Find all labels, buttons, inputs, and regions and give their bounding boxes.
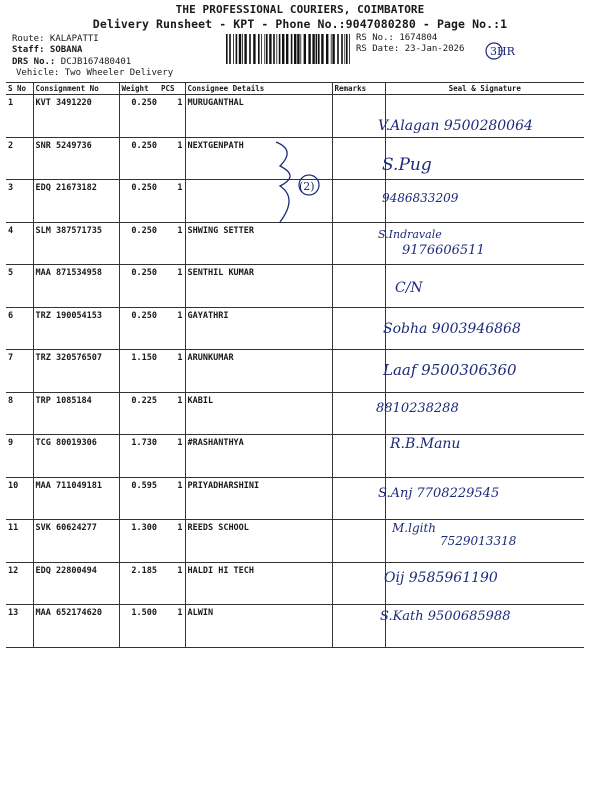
cell-remarks bbox=[332, 477, 385, 520]
cell-weight: 0.250 bbox=[119, 95, 159, 138]
barcode-bar bbox=[264, 34, 265, 64]
signature-row-8: 8810238288 bbox=[376, 401, 459, 416]
barcode-bar bbox=[249, 34, 251, 64]
cell-sno: 9 bbox=[6, 435, 33, 478]
signature-row-2: S.Pug bbox=[382, 155, 432, 175]
cell-consignment-no: TRZ 190054153 bbox=[33, 307, 119, 350]
cell-weight: 0.225 bbox=[119, 392, 159, 435]
table-row bbox=[6, 95, 584, 138]
barcode-bar bbox=[312, 34, 314, 64]
col-sno: S No bbox=[6, 83, 33, 95]
cell-weight: 0.250 bbox=[119, 222, 159, 265]
barcode-bar bbox=[344, 34, 345, 64]
cell-weight: 0.250 bbox=[119, 265, 159, 308]
barcode-bar bbox=[337, 34, 339, 64]
cell-weight: 1.300 bbox=[119, 520, 159, 563]
cell-weight: 1.150 bbox=[119, 350, 159, 393]
vehicle-label: Vehicle: Two Wheeler Delivery bbox=[16, 68, 174, 78]
barcode-bar bbox=[286, 34, 288, 64]
barcode-bar bbox=[331, 34, 332, 64]
handwritten-hours-text: 3HR bbox=[490, 45, 515, 58]
cell-remarks bbox=[332, 95, 385, 138]
cell-weight: 0.250 bbox=[119, 307, 159, 350]
table-row bbox=[6, 350, 584, 393]
barcode-bar bbox=[244, 34, 246, 64]
cell-weight: 0.250 bbox=[119, 137, 159, 180]
barcode-bar bbox=[308, 34, 310, 64]
cell-pcs: 1 bbox=[159, 477, 185, 520]
cell-consignment-no: KVT 3491220 bbox=[33, 95, 119, 138]
cell-pcs: 1 bbox=[159, 605, 185, 648]
barcode-bar bbox=[276, 34, 277, 64]
cell-consignee: MURUGANTHAL bbox=[185, 95, 332, 138]
cell-consignment-no: MAA 652174620 bbox=[33, 605, 119, 648]
cell-sno: 3 bbox=[6, 180, 33, 223]
signature-row-11-name: M.lgith bbox=[392, 521, 437, 535]
signature-row-4-phone: 9176606511 bbox=[402, 243, 485, 258]
barcode-bar bbox=[332, 34, 334, 64]
col-weight: Weight bbox=[119, 83, 159, 95]
barcode-bar bbox=[226, 34, 228, 64]
signature-row-10: S.Anj 7708229545 bbox=[378, 486, 500, 501]
cell-sno: 7 bbox=[6, 350, 33, 393]
rs-number: RS No.: 1674804 bbox=[356, 33, 438, 43]
table-row bbox=[6, 265, 584, 308]
cell-remarks bbox=[332, 265, 385, 308]
barcode-bar bbox=[291, 34, 293, 64]
table-row bbox=[6, 392, 584, 435]
barcode-bar bbox=[318, 34, 320, 64]
cell-pcs: 1 bbox=[159, 520, 185, 563]
signature-row-7: Laaf 9500306360 bbox=[383, 361, 517, 379]
cell-consignment-no: EDQ 21673182 bbox=[33, 180, 119, 223]
runsheet-table bbox=[6, 82, 584, 648]
table-row bbox=[6, 180, 584, 223]
cell-sno: 6 bbox=[6, 307, 33, 350]
cell-pcs: 1 bbox=[159, 392, 185, 435]
cell-consignment-no: SNR 5249736 bbox=[33, 137, 119, 180]
cell-sno: 1 bbox=[6, 95, 33, 138]
cell-consignment-no: TRZ 320576507 bbox=[33, 350, 119, 393]
cell-pcs: 1 bbox=[159, 180, 185, 223]
cell-consignment-no: EDQ 22800494 bbox=[33, 562, 119, 605]
barcode-bar bbox=[294, 34, 296, 64]
route-label: Route: KALAPATTI bbox=[12, 34, 99, 44]
cell-pcs: 1 bbox=[159, 350, 185, 393]
cell-seal-signature bbox=[385, 137, 584, 180]
cell-weight: 0.250 bbox=[119, 180, 159, 223]
col-consignment-no: Consignment No bbox=[33, 83, 119, 95]
cell-pcs: 1 bbox=[159, 265, 185, 308]
cell-consignee: SENTHIL KUMAR bbox=[185, 265, 332, 308]
drs-value: DCJB167480401 bbox=[60, 57, 132, 67]
barcode-bar bbox=[279, 34, 281, 64]
barcode-bar bbox=[346, 34, 348, 64]
cell-consignment-no: SLM 387571735 bbox=[33, 222, 119, 265]
staff-label: Staff: SOBANA bbox=[12, 45, 83, 55]
barcode-bar bbox=[273, 34, 275, 64]
cell-seal-signature bbox=[385, 477, 584, 520]
cell-seal-signature bbox=[385, 350, 584, 393]
cell-consignee: ARUNKUMAR bbox=[185, 350, 332, 393]
table-row bbox=[6, 137, 584, 180]
cell-seal-signature bbox=[385, 265, 584, 308]
cell-pcs: 1 bbox=[159, 562, 185, 605]
barcode-bar bbox=[269, 34, 271, 64]
cell-consignee: HALDI HI TECH bbox=[185, 562, 332, 605]
cell-remarks bbox=[332, 180, 385, 223]
cell-consignment-no: MAA 711049181 bbox=[33, 477, 119, 520]
cell-consignee: REEDS SCHOOL bbox=[185, 520, 332, 563]
barcode-bar bbox=[266, 34, 268, 64]
table-row bbox=[6, 222, 584, 265]
signature-row-5: C/N bbox=[395, 280, 423, 296]
cell-sno: 5 bbox=[6, 265, 33, 308]
barcode-bar bbox=[229, 34, 231, 64]
runsheet-title: Delivery Runsheet - KPT - Phone No.:9047080280 - Page No.:1 bbox=[92, 17, 508, 31]
table-header-row bbox=[6, 83, 584, 95]
col-pcs: PCS bbox=[159, 83, 185, 95]
drs-label: DRS No.: bbox=[12, 57, 56, 67]
cell-remarks bbox=[332, 435, 385, 478]
table-row bbox=[6, 435, 584, 478]
barcode-bar bbox=[321, 34, 323, 64]
table-row bbox=[6, 562, 584, 605]
col-seal-signature: Seal & Signature bbox=[385, 83, 584, 95]
cell-weight: 1.500 bbox=[119, 605, 159, 648]
cell-remarks bbox=[332, 605, 385, 648]
cell-remarks bbox=[332, 520, 385, 563]
cell-seal-signature bbox=[385, 605, 584, 648]
cell-consignee: #RASHANTHYA bbox=[185, 435, 332, 478]
signature-row-4-name: S.Indravale bbox=[378, 228, 442, 241]
signature-row-3: 9486833209 bbox=[382, 191, 459, 205]
cell-pcs: 1 bbox=[159, 222, 185, 265]
cell-consignee: SHWING SETTER bbox=[185, 222, 332, 265]
cell-weight: 1.730 bbox=[119, 435, 159, 478]
signature-row-11-phone: 7529013318 bbox=[440, 534, 517, 548]
drs-number bbox=[12, 57, 131, 68]
barcode-bar bbox=[239, 34, 241, 64]
company-title: THE PROFESSIONAL COURIERS, COIMBATORE bbox=[175, 3, 425, 16]
cell-seal-signature bbox=[385, 307, 584, 350]
cell-remarks bbox=[332, 222, 385, 265]
cell-pcs: 1 bbox=[159, 95, 185, 138]
cell-pcs: 1 bbox=[159, 307, 185, 350]
cell-sno: 13 bbox=[6, 605, 33, 648]
cell-seal-signature bbox=[385, 562, 584, 605]
cell-seal-signature bbox=[385, 222, 584, 265]
cell-consignee: NEXTGENPATH bbox=[185, 137, 332, 180]
handwritten-bracket-label: (2) bbox=[299, 180, 315, 193]
cell-sno: 8 bbox=[6, 392, 33, 435]
cell-remarks bbox=[332, 350, 385, 393]
cell-sno: 4 bbox=[6, 222, 33, 265]
cell-consignment-no: TCG 80019306 bbox=[33, 435, 119, 478]
barcode-bar bbox=[282, 34, 284, 64]
signature-row-1: V.Alagan 9500280064 bbox=[378, 118, 533, 134]
cell-seal-signature bbox=[385, 180, 584, 223]
rs-date: RS Date: 23-Jan-2026 bbox=[356, 44, 465, 54]
cell-seal-signature bbox=[385, 392, 584, 435]
cell-consignment-no: TRP 1085184 bbox=[33, 392, 119, 435]
signature-row-9: R.B.Manu bbox=[390, 436, 461, 452]
cell-consignment-no: MAA 871534958 bbox=[33, 265, 119, 308]
barcode bbox=[226, 34, 352, 64]
barcode-bar bbox=[304, 34, 306, 64]
signature-row-13: S.Kath 9500685988 bbox=[380, 609, 511, 624]
cell-weight: 0.595 bbox=[119, 477, 159, 520]
cell-sno: 11 bbox=[6, 520, 33, 563]
barcode-bar bbox=[349, 34, 350, 64]
cell-consignee: KABIL bbox=[185, 392, 332, 435]
col-consignee: Consignee Details bbox=[185, 83, 332, 95]
cell-seal-signature bbox=[385, 520, 584, 563]
cell-consignee bbox=[185, 180, 332, 223]
cell-sno: 12 bbox=[6, 562, 33, 605]
table-row bbox=[6, 477, 584, 520]
cell-sno: 2 bbox=[6, 137, 33, 180]
barcode-bar bbox=[300, 34, 301, 64]
handwritten-hours-note bbox=[484, 38, 554, 64]
cell-remarks bbox=[332, 392, 385, 435]
cell-consignee: GAYATHRI bbox=[185, 307, 332, 350]
barcode-bar bbox=[316, 34, 318, 64]
col-remarks: Remarks bbox=[332, 83, 385, 95]
cell-consignment-no: SVK 60624277 bbox=[33, 520, 119, 563]
cell-pcs: 1 bbox=[159, 435, 185, 478]
signature-row-12: Oij 9585961190 bbox=[384, 570, 498, 586]
cell-weight: 2.185 bbox=[119, 562, 159, 605]
signature-row-6: Sobha 9003946868 bbox=[383, 321, 521, 337]
barcode-bar bbox=[326, 34, 328, 64]
barcode-bar bbox=[253, 34, 255, 64]
cell-remarks bbox=[332, 562, 385, 605]
barcode-bar bbox=[341, 34, 343, 64]
cell-pcs: 1 bbox=[159, 137, 185, 180]
barcode-bar bbox=[236, 34, 238, 64]
cell-sno: 10 bbox=[6, 477, 33, 520]
cell-consignee: ALWIN bbox=[185, 605, 332, 648]
barcode-bar bbox=[233, 34, 234, 64]
table-row bbox=[6, 307, 584, 350]
table-row bbox=[6, 605, 584, 648]
cell-seal-signature bbox=[385, 435, 584, 478]
cell-seal-signature bbox=[385, 95, 584, 138]
cell-remarks bbox=[332, 137, 385, 180]
table-row bbox=[6, 520, 584, 563]
barcode-bar bbox=[258, 34, 260, 64]
cell-consignee: PRIYADHARSHINI bbox=[185, 477, 332, 520]
cell-remarks bbox=[332, 307, 385, 350]
barcode-bar bbox=[242, 34, 243, 64]
barcode-bar bbox=[297, 34, 299, 64]
barcode-bar bbox=[261, 34, 262, 64]
